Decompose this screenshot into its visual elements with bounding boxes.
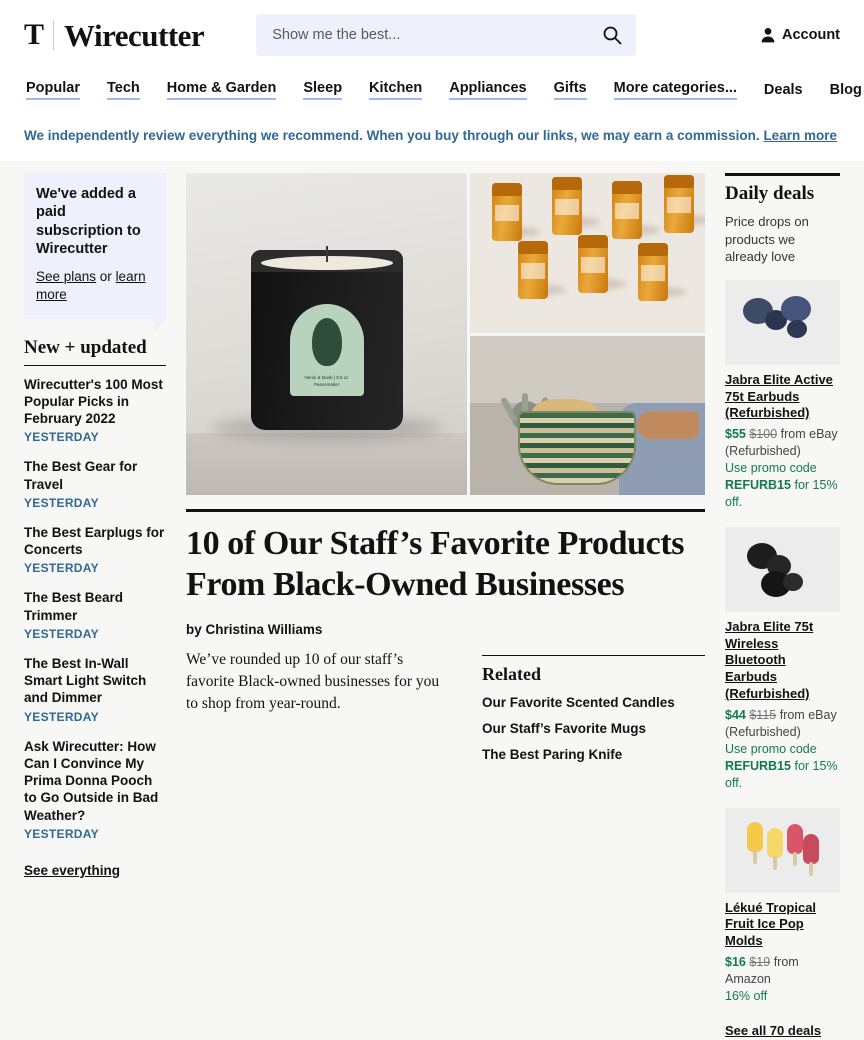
- nav-item-appliances[interactable]: Appliances: [449, 80, 526, 100]
- list-item-date: YESTERDAY: [24, 495, 99, 510]
- byline: by Christina Williams: [186, 621, 323, 637]
- honey-jar: [492, 183, 522, 241]
- deal-promo-suffix: for 15% off.: [725, 758, 838, 790]
- list-item[interactable]: [24, 458, 166, 510]
- popsicle-shape: [747, 822, 763, 852]
- related-section: [482, 649, 705, 773]
- honey-jar: [578, 235, 608, 293]
- deal-card[interactable]: [725, 280, 840, 511]
- honey-jar: [612, 181, 642, 239]
- candle-wax: [261, 256, 393, 270]
- related-link[interactable]: Our Staff’s Favorite Mugs: [482, 720, 647, 736]
- affiliate-disclosure: [0, 116, 864, 161]
- deal-promo-suffix: for 15% off.: [725, 477, 838, 509]
- deal-card[interactable]: [725, 808, 840, 1005]
- search-icon[interactable]: [602, 25, 622, 45]
- deal-from-label: from: [773, 955, 799, 970]
- deal-image-ice-pop-molds: [725, 808, 840, 893]
- hero-surface: [186, 433, 467, 495]
- leaf-icon: [312, 318, 342, 366]
- search-input[interactable]: [270, 26, 602, 44]
- deal-price-now: $55: [725, 427, 746, 442]
- earbud-shape: [783, 573, 803, 591]
- nav-item-gifts[interactable]: Gifts: [554, 80, 587, 100]
- candle-jar: [251, 250, 403, 430]
- site-header: [0, 0, 864, 116]
- list-item-title[interactable]: The Best Gear for Travel: [24, 459, 138, 492]
- list-item-date: YESTERDAY: [24, 709, 99, 724]
- list-item-title[interactable]: The Best Earplugs for Concerts: [24, 524, 165, 558]
- related-heading: Related: [482, 655, 705, 685]
- nav-item-tech[interactable]: Tech: [107, 80, 140, 100]
- list-item[interactable]: [24, 655, 166, 724]
- disclosure-learn-more-link[interactable]: Learn more: [763, 128, 837, 143]
- earbud-shape: [787, 320, 807, 338]
- brand-divider: [53, 20, 54, 50]
- hand: [637, 411, 699, 439]
- deal-price-now: $16: [725, 955, 746, 970]
- nav-item-popular[interactable]: Popular: [26, 80, 80, 100]
- list-item[interactable]: [24, 738, 166, 841]
- daily-deals-rail: [725, 173, 840, 1040]
- page-title: 10 of Our Staff’s Favorite Products From Black-Owned Businesses: [186, 525, 685, 603]
- see-everything-link[interactable]: See everything: [24, 863, 121, 879]
- left-rail: [24, 173, 166, 1040]
- list-item-title[interactable]: Wirecutter's 100 Most Popular Picks in February 2022: [24, 376, 163, 427]
- account-label: Account: [782, 27, 840, 43]
- list-item-date: YESTERDAY: [24, 827, 99, 842]
- candle-name-line: Peacemaker: [313, 381, 340, 387]
- deal-promo-code: REFURB15: [725, 758, 791, 773]
- deal-promo: [725, 988, 840, 1005]
- daily-deals-heading: Daily deals: [725, 173, 840, 205]
- woven-basket: [518, 411, 636, 485]
- candle-label-text: [290, 375, 364, 389]
- deal-promo: [725, 460, 840, 511]
- article-divider: [186, 509, 705, 512]
- hero-image-group: [186, 173, 705, 495]
- popsicle-shape: [787, 824, 803, 854]
- nyt-t-logo[interactable]: T: [24, 18, 44, 51]
- article-body: [186, 649, 705, 773]
- search-box[interactable]: [256, 14, 636, 56]
- honey-jar: [638, 243, 668, 301]
- deal-price: [725, 426, 840, 510]
- popsicle-shape: [767, 828, 783, 858]
- related-link[interactable]: Our Favorite Scented Candles: [482, 694, 675, 710]
- new-updated-list: [24, 376, 166, 842]
- honey-jar: [552, 177, 582, 235]
- hero-basket-image: [470, 336, 705, 496]
- list-item[interactable]: [24, 376, 166, 445]
- deal-promo-prefix: Use promo code: [725, 741, 817, 756]
- hero-main-image: [186, 173, 467, 495]
- learn-more-link[interactable]: learn more: [36, 269, 146, 303]
- deal-price-was: $100: [749, 427, 778, 442]
- candle-label: [290, 304, 364, 396]
- deal-card[interactable]: [725, 527, 840, 792]
- deal-price: [725, 707, 840, 791]
- honey-jar: [664, 175, 694, 233]
- popsicle-stick: [753, 850, 757, 864]
- list-item-date: YESTERDAY: [24, 626, 99, 641]
- list-item-date: YESTERDAY: [24, 561, 99, 576]
- deal-from-label: from: [780, 427, 806, 442]
- related-link[interactable]: The Best Paring Knife: [482, 746, 623, 762]
- deal-title[interactable]: Jabra Elite Active 75t Earbuds (Refurbished): [725, 371, 833, 421]
- list-item-title[interactable]: The Best Beard Trimmer: [24, 590, 124, 623]
- popsicle-stick: [809, 862, 813, 876]
- candle-wick: [326, 246, 328, 262]
- wirecutter-logo[interactable]: Wirecutter: [64, 17, 205, 53]
- nav-item-more-categories[interactable]: More categories...: [614, 80, 737, 100]
- see-plans-link[interactable]: See plans: [36, 269, 97, 285]
- header-top-row: [24, 14, 840, 62]
- page-grid: [0, 161, 864, 1040]
- nav-item-kitchen[interactable]: Kitchen: [369, 80, 422, 100]
- see-all-deals-link[interactable]: See all 70 deals: [725, 1022, 822, 1038]
- hero-side-column: [470, 173, 705, 495]
- deal-price-was: $19: [749, 955, 771, 970]
- hero-honey-jars-image: [470, 173, 705, 333]
- deal-promo: [725, 741, 840, 792]
- brand-lockup[interactable]: [24, 17, 205, 53]
- article-dek: We’ve rounded up 10 of our staff’s favorite Black-owned businesses for you to shop from year-round.: [186, 650, 440, 713]
- subscription-promo-card: [24, 173, 166, 319]
- deal-promo-prefix: 16% off: [725, 988, 768, 1003]
- daily-deals-subtitle: Price drops on products we already love: [725, 214, 809, 265]
- disclosure-text: We independently review everything we recommend. When you buy through our links, we may earn a commission.: [24, 128, 760, 143]
- deal-image-black-earbuds: [725, 527, 840, 612]
- category-nav: [24, 62, 862, 116]
- person-icon: [761, 27, 775, 43]
- popsicle-shape: [803, 834, 819, 864]
- deal-retailer: eBay (Refurbished): [725, 427, 838, 459]
- promo-or: or: [96, 269, 116, 285]
- account-button[interactable]: [761, 27, 840, 43]
- candle-scent-line: Neroli & Musk | 8.5 oz: [304, 374, 349, 380]
- deal-title[interactable]: Jabra Elite 75t Wireless Bluetooth Earbuds (Refurbished): [725, 618, 814, 702]
- list-item[interactable]: [24, 589, 166, 641]
- deal-price: [725, 954, 840, 1005]
- honey-jar: [518, 241, 548, 299]
- deal-from-label: from: [779, 708, 805, 723]
- list-item[interactable]: [24, 524, 166, 576]
- promo-title: We've added a paid subscription to Wirecutter: [36, 186, 141, 257]
- deal-promo-prefix: Use promo code: [725, 461, 817, 476]
- main-content: [186, 173, 705, 1040]
- promo-links: [36, 268, 154, 304]
- list-item-title[interactable]: Ask Wirecutter: How Can I Convince My Prima Donna Pooch to Go Outside in Bad Weather?: [24, 738, 159, 823]
- deal-price-now: $44: [725, 708, 746, 723]
- nav-item-sleep[interactable]: Sleep: [303, 80, 342, 100]
- earbud-shape: [781, 296, 811, 322]
- deal-title[interactable]: Lékué Tropical Fruit Ice Pop Molds: [725, 899, 817, 949]
- list-item-date: YESTERDAY: [24, 430, 99, 445]
- deal-image-blue-earbuds: [725, 280, 840, 365]
- deal-retailer: Amazon: [725, 972, 771, 987]
- new-updated-heading: New + updated: [24, 337, 166, 366]
- deal-price-was: $115: [749, 708, 777, 723]
- popsicle-stick: [773, 856, 777, 870]
- list-item-title[interactable]: The Best In-Wall Smart Light Switch and Dimmer: [24, 655, 147, 706]
- nav-item-blog[interactable]: Blog: [829, 82, 862, 98]
- deal-retailer: eBay (Refurbished): [725, 708, 837, 740]
- deal-promo-code: REFURB15: [725, 477, 791, 492]
- nav-item-deals[interactable]: Deals: [763, 82, 803, 98]
- popsicle-stick: [793, 852, 797, 866]
- nav-item-home-garden[interactable]: Home & Garden: [167, 80, 277, 100]
